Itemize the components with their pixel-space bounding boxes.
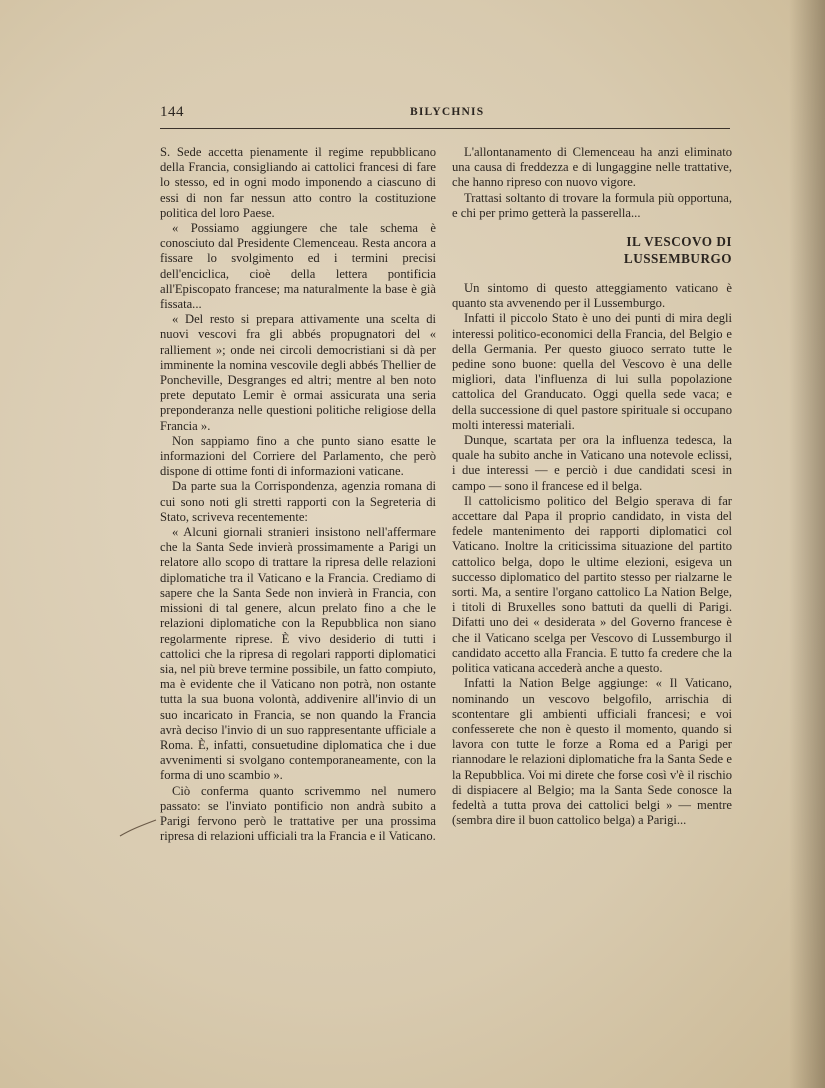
paragraph: Da parte sua la Corrispondenza, agenzia romana di cui sono noti gli stretti rapporti con la Segreteria di Stato, scriveva recentemente:: [160, 479, 436, 524]
page-binding-shadow: [789, 0, 825, 1088]
paragraph: Infatti la Nation Belge aggiunge: « Il Vaticano, nominando un vescovo belgofilo, arrischia di scontentare gli ambienti ufficiali francesi; e voi confesserete che non è questo il momento, quando si lavora con tutte le forze a Roma ed a Parigi per riannodare le relazioni diplomatiche fra la Santa Sede e la Repubblica. Voi mi direte che forse così v'è il rischio di dispiacere al Belgio; ma la Santa Sede conosce la fedeltà a tutta prova dei cattolici belgi » — mentre (sembra dire il buon cattolico belga) a Parigi...: [452, 676, 732, 828]
section-heading-line: LUSSEMBURGO: [623, 251, 732, 267]
page-number: 144: [160, 104, 184, 120]
pencil-mark-icon: [118, 818, 158, 838]
paragraph: « Alcuni giornali stranieri insistono nell'affermare che la Santa Sede invierà prossimamente a Parigi un relatore allo scopo di trattare la ripresa delle relazioni diplomatiche tra il Vaticano e la Francia. Crediamo di sapere che la Santa Sede non invierà in Francia, con missioni di tal genere, alcun prelato fino a che le relazioni diplomatiche con la Repubblica non siano regolarmente riprese. È vivo desiderio di tutti i cattolici che la ripresa di regolari rapporti diplomatici sia, nel più breve termine possibile, un fatto compiuto, ma è evidente che il Vaticano non potrà, non ostante tutta la sua buona volontà, addivenire all'invio di un suo incaricato in Francia, se non quando la Francia avrà deciso l'invio di un suo rappresentante ufficiale a Roma. È, infatti, consuetudine diplomatica che i due avvenimenti si svolgano contemporaneamente, con la forma di uno scambio ».: [160, 525, 436, 783]
paragraph: « Del resto si prepara attivamente una scelta di nuovi vescovi fra gli abbés propugnatori del « ralliement »; onde nei circoli democristiani si dà per imminente la nomina vescovile degli abbés Thellier de Poncheville, Desgranges ed altri; mentre al ben noto prete deputato Lemir è ormai assicurata una seria preponderanza nelle questioni politiche religiose della Francia ».: [160, 312, 436, 433]
paragraph: Infatti il piccolo Stato è uno dei punti di mira degli interessi politico-economici della Francia, del Belgio e della Germania. Per questo giuoco serrato tutte le pedine sono buone: quella del Vescovo è una delle migliori, data l'influenza di lui sulla popolazione cattolica del Granducato. Oggi quella sede vaca; e della successione di quel pastore spirituale si occupano molti interessi materiali.: [452, 311, 732, 432]
paragraph: L'allontanamento di Clemenceau ha anzi eliminato una causa di freddezza e di lungaggine nelle trattative, che hanno ripreso con nuovo vigore.: [452, 145, 732, 190]
paragraph: « Possiamo aggiungere che tale schema è conosciuto dal Presidente Clemenceau. Resta ancora a fissare lo svolgimento ed i termini precisi dell'enciclica, cioè della lettera pontificia all'Episcopato francese; ma naturalmente la base è già fissata...: [160, 221, 436, 312]
paragraph: S. Sede accetta pienamente il regime repubblicano della Francia, consigliando ai cattolici francesi di fare lo stesso, ed in ogni modo imponendo a ciascuno di essi di non far nessun atto contro la costituzione politica del loro Paese.: [160, 145, 436, 220]
header-rule: [160, 128, 730, 129]
page-header: [160, 104, 730, 128]
section-heading: [452, 233, 732, 267]
right-column: [452, 145, 732, 828]
paragraph: Non sappiamo fino a che punto siano esatte le informazioni del Corriere del Parlamento, che però dispone di ottime fonti di informazioni vaticane.: [160, 433, 436, 479]
paragraph: Trattasi soltanto di trovare la formula più opportuna, e chi per primo getterà la passerella...: [452, 190, 732, 220]
running-title: BILYCHNIS: [410, 106, 485, 118]
paragraph: Dunque, scartata per ora la influenza tedesca, la quale ha subito anche in Vaticano una notevole eclissi, i due interessi — e perciò i due candidati scesi in campo — sono il francese ed il belga.: [452, 433, 732, 493]
section-heading-line: IL VESCOVO DI: [626, 234, 732, 250]
left-column: [160, 145, 436, 844]
paragraph: Il cattolicismo politico del Belgio sperava di far accettare dal Papa il proprio candidato, in vista del fedele mantenimento dei rapporti diplomatici col Vaticano. Inoltre la criticissima situazione del partito cattolico belga, dopo le ultime elezioni, esigeva un successo diplomatico del partito stesso per rialzarne le sorti. Ma, a sentire l'organo cattolico La Nation Belge, i titoli di Bruxelles sono battuti da quelli di Parigi. Difatti uno dei « desiderata » del Governo francese è che il Vaticano scelga per Vescovo di Lussemburgo il candidato accetto alla Francia. E tutto fa credere che la politica vaticana accederà anche a questo.: [452, 493, 732, 676]
paragraph: Ciò conferma quanto scrivemmo nel numero passato: se l'inviato pontificio non andrà subito a Parigi fervono però le trattative per una prossima ripresa di relazioni ufficiali tra la Francia e il Vaticano.: [160, 783, 436, 844]
paragraph: Un sintomo di questo atteggiamento vaticano è quanto sta avvenendo per il Lussemburgo.: [452, 281, 732, 311]
